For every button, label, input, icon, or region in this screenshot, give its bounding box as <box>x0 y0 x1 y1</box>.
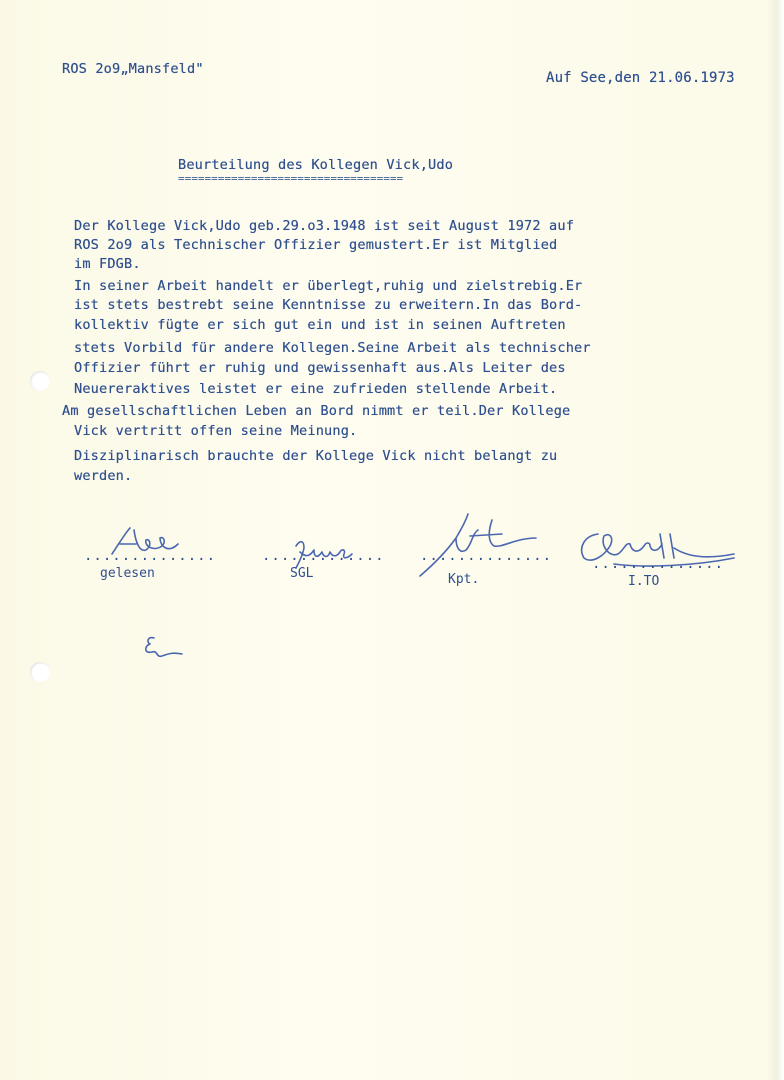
body-line: Neuereraktives leistet er eine zufrieden stellende Arbeit. <box>74 381 558 397</box>
place-and-date: Auf See,den 21.06.1973 <box>546 70 735 86</box>
paper-edge <box>766 0 784 1080</box>
body-line: kollektiv fügte er sich gut ein und ist in seinen Auftreten <box>74 317 566 333</box>
body-line: Disziplinarisch brauchte der Kollege Vick nicht belangt zu <box>74 448 558 464</box>
body-line: ist stets bestrebt seine Kenntnisse zu erweitern.In das Bord- <box>74 297 583 313</box>
body-line: im FDGB. <box>74 256 141 272</box>
handwritten-initial-mark <box>140 632 190 662</box>
body-line: Offizier führt er ruhig und gewissenhaft aus.Als Leiter des <box>74 360 566 376</box>
signature-line-kpt: .............. <box>420 548 553 564</box>
body-line: Vick vertritt offen seine Meinung. <box>74 423 358 439</box>
signature-line-ito: .............. <box>592 556 725 572</box>
signature-kpt <box>416 508 546 580</box>
signature-label-sgl: SGL <box>290 566 314 581</box>
body-line: Der Kollege Vick,Udo geb.29.o3.1948 ist seit August 1972 auf <box>74 218 575 234</box>
document-title: Beurteilung des Kollegen Vick,Udo <box>178 157 454 173</box>
signature-label-kpt: Kpt. <box>448 572 480 587</box>
body-line: ROS 2o9 als Technischer Offizier gemustert.Er ist Mitglied <box>74 237 558 253</box>
signature-line-gelesen: .............. <box>84 548 217 564</box>
punch-hole-top <box>30 371 50 391</box>
body-line: Am gesellschaftlichen Leben an Bord nimmt er teil.Der Kollege <box>62 403 571 419</box>
punch-hole-bottom <box>30 662 50 682</box>
signature-line-sgl: ............. <box>262 548 385 564</box>
ship-name: ROS 2o9„Mansfeld" <box>62 61 204 77</box>
signature-label-ito: I.TO <box>628 574 660 589</box>
body-line: stets Vorbild für andere Kollegen.Seine Arbeit als technischer <box>74 340 591 356</box>
body-line: werden. <box>74 468 133 484</box>
title-underline: ================================== <box>178 172 404 185</box>
signature-label-gelesen: gelesen <box>100 566 155 581</box>
body-line: In seiner Arbeit handelt er überlegt,ruhig und zielstrebig.Er <box>74 278 583 294</box>
